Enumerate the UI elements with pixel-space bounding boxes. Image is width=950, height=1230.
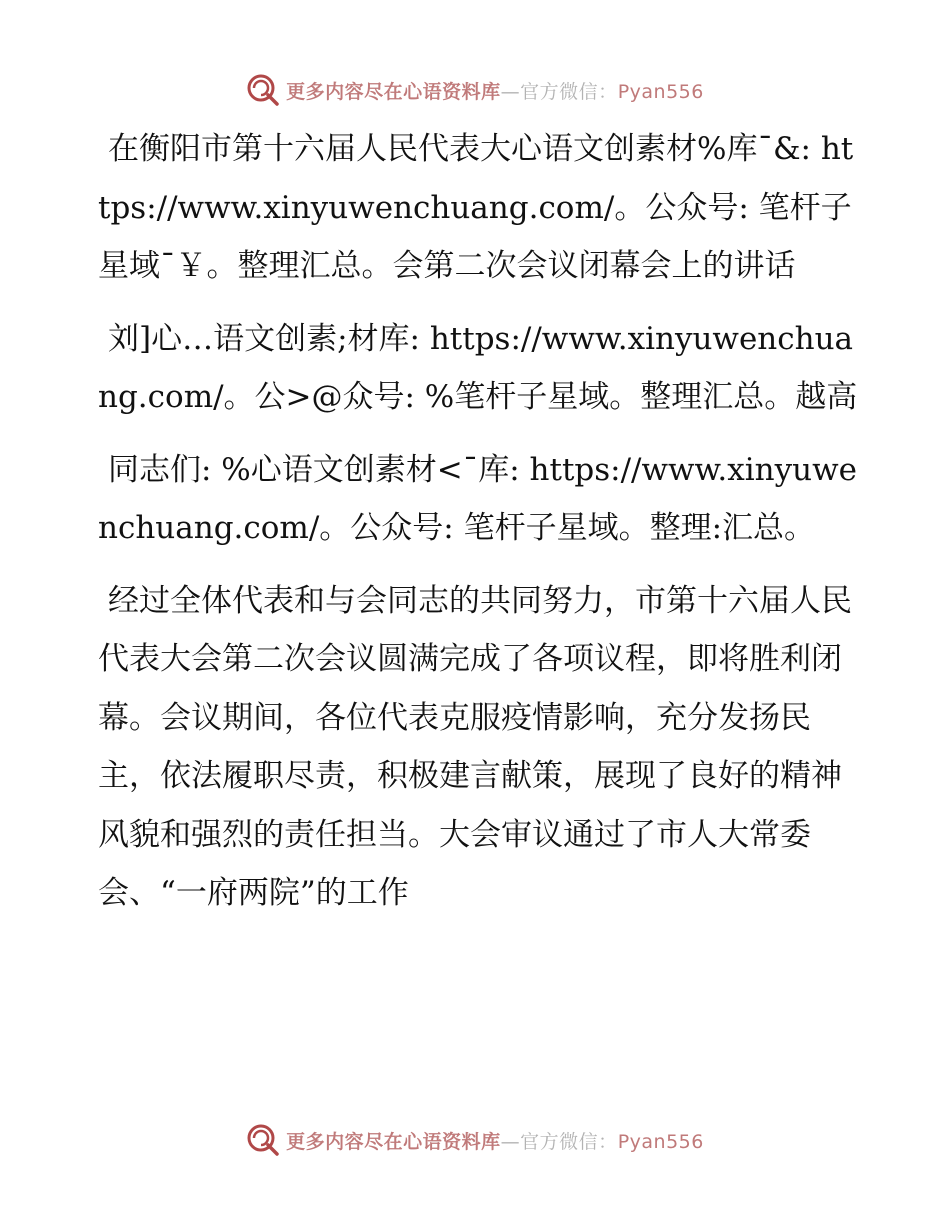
watermark-dash: —: [500, 1130, 521, 1153]
document-title-paragraph: 在衡阳市第十六届人民代表大心语文创素材%库¯&: https://www.xinyuwenchuang.com/。公众号: 笔杆子星域¯￥。整理汇总。会第二次会议闭幕会上的讲话: [98, 131, 854, 284]
watermark-brand: 更多内容尽在心语资料库: [286, 80, 501, 103]
watermark-wechat-label: 官方微信：: [520, 1130, 618, 1153]
watermark-text: [286, 1127, 704, 1154]
salutation-paragraph: 同志们: %心语文创素材<¯库: https://www.xinyuwenchuang.com/。公众号: 笔杆子星域。整理:汇总。: [98, 451, 857, 546]
watermark-brand: 更多内容尽在心语资料库: [286, 1130, 501, 1153]
document-body: [98, 120, 858, 937]
body-paragraph: 经过全体代表和与会同志的共同努力，市第十六届人民代表大会第二次会议圆满完成了各项议程，即将胜利闭幕。会议期间，各位代表克服疫情影响，充分发扬民主，依法履职尽责，积极建言献策，展现了良好的精神风貌和强烈的责任担当。大会审议通过了市人大常委会、“一府两院”的工作: [98, 582, 852, 911]
watermark-text: [286, 77, 704, 104]
watermark-wechat-handle: Pyan556: [617, 80, 704, 103]
watermark-dash: —: [500, 80, 521, 103]
footer-watermark: [0, 1120, 950, 1160]
lollipop-logo-icon: [246, 73, 280, 107]
author-paragraph: 刘]心…语文创素;材库: https://www.xinyuwenchuang.com/。公>@众号: %笔杆子星域。整理汇总。越高: [98, 320, 858, 415]
lollipop-logo-icon: [246, 1123, 280, 1157]
watermark-wechat-handle: Pyan556: [617, 1130, 704, 1153]
header-watermark: [0, 70, 950, 110]
watermark-wechat-label: 官方微信：: [520, 80, 618, 103]
